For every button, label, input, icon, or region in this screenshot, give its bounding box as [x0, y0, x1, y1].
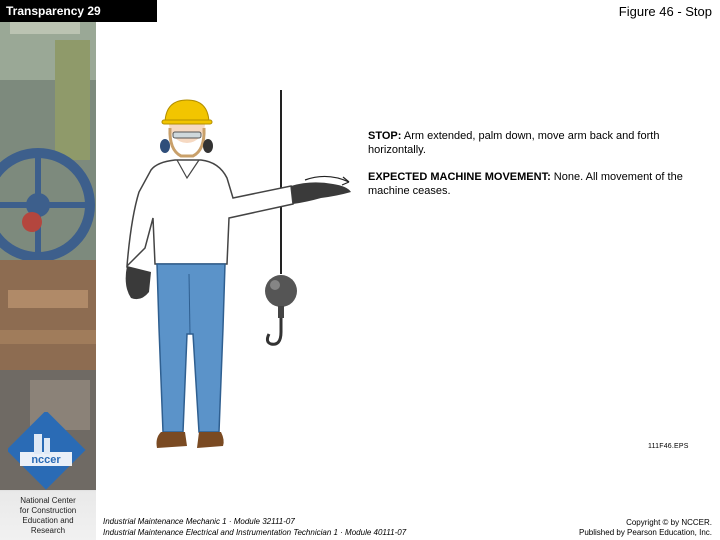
copyright-line: Copyright © by NCCER. [626, 518, 712, 527]
publisher-line: Published by Pearson Education, Inc. [579, 528, 712, 537]
movement-label: EXPECTED MACHINE MOVEMENT: [368, 171, 551, 183]
ear-protection [160, 139, 170, 153]
copyright [579, 518, 712, 538]
crane-ball [265, 275, 297, 307]
jeans [157, 264, 225, 432]
nccer-org-name [0, 496, 96, 536]
signal-caption [368, 129, 688, 211]
lowered-glove [126, 266, 151, 299]
movement-description [368, 170, 688, 198]
org-name-line: National Center [20, 496, 76, 505]
shirt [127, 160, 293, 266]
right-boot [197, 432, 224, 448]
movement-text: None. All movement of the machine ceases. [368, 171, 683, 197]
safety-glasses [173, 132, 201, 138]
transparency-label: Transparency 29 [0, 0, 157, 22]
org-name-line: Research [30, 526, 66, 535]
crane-hook [267, 318, 281, 344]
extended-glove [291, 182, 351, 204]
nccer-logo [8, 412, 88, 492]
module-line: Industrial Maintenance Mechanic 1 · Module 32111-07 [103, 517, 295, 526]
stop-text: Arm extended, palm down, move arm back and forth horizontally. [368, 130, 660, 156]
nccer-wordmark: nccer [31, 454, 61, 466]
org-name-line: for Construction [19, 506, 77, 515]
stop-signal-illustration [115, 88, 365, 448]
stop-instruction [368, 129, 688, 157]
figure-title: Figure 46 - Stop [618, 4, 712, 19]
figure-id: 111F46.EPS [648, 443, 689, 450]
hard-hat [165, 100, 209, 122]
left-boot [157, 432, 188, 448]
module-line: Industrial Maintenance Electrical and Instrumentation Technician 1 · Module 40111-07 [103, 528, 407, 537]
module-info [103, 516, 406, 538]
stop-label: STOP: [368, 130, 402, 142]
org-name-line: Education and [22, 516, 74, 525]
